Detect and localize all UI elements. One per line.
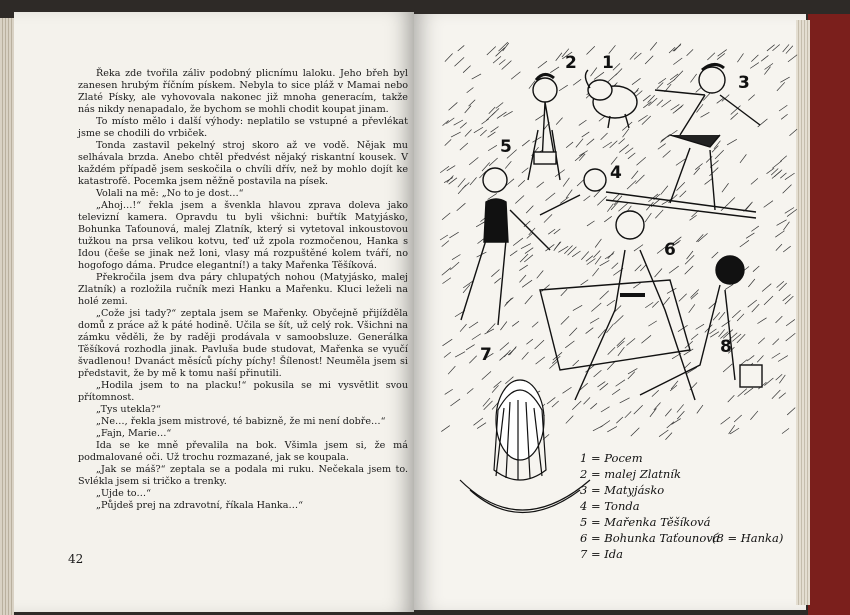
figure-number: 1: [602, 53, 614, 73]
girl-sitting-figure: [461, 168, 550, 325]
paragraph: „Jak se máš?“ zeptala se a podala mi ruku. Nečekala jsem to. Svlékla jsem si tričko a trenky.: [78, 464, 408, 487]
standing-boy-figure: [528, 74, 560, 180]
figure-number: 4: [610, 163, 622, 183]
paragraph: „Půjdeš prej na zdravotní, říkala Hanka…“: [96, 500, 303, 511]
paragraph: „Fajn, Marie…“: [96, 428, 172, 439]
paragraph: „Ne…, řekla jsem mistrové, té babizně, že mi není dobře…“: [96, 416, 386, 427]
beach-illustration: [420, 40, 800, 560]
book-cover-edge: [808, 14, 850, 615]
legend-item: 1 = Pocem: [580, 451, 643, 465]
legend-item: 5 = Mařenka Těšíková: [580, 515, 711, 529]
paragraph: Ida se ke mně převalila na bok. Všimla jsem si, že má podmalované oči. Už trochu rozmazané, jak se koupala.: [78, 440, 408, 463]
paragraph: Volali na mě: „No to je dost…“: [96, 188, 244, 199]
body-text: [78, 68, 408, 512]
page-number: 42: [68, 552, 84, 566]
figure-number: 8: [720, 337, 732, 357]
kneeling-woman-figure: [640, 256, 762, 395]
long-hair-girl-figure: [460, 380, 590, 513]
figure-number: 7: [480, 345, 492, 365]
paragraph: Tonda zastavil pekelný stroj skoro až ve vodě. Nějak mu selhávala brzda. Anebo chtěl předvést nějaký riskantní kousek. V každém případě jsem seskočila o chvíli dřív, než by mohlo dojít ke katastrofě. Pocemka jsem něžně postavila na písek.: [78, 140, 408, 187]
left-page: [14, 12, 414, 612]
lying-man-figure: [540, 169, 756, 218]
paragraph: „Ujde to…“: [96, 488, 152, 499]
figure-number: 2: [565, 53, 577, 73]
legend-item: 2 = malej Zlatník: [580, 467, 681, 481]
page-stack-left: [0, 18, 14, 615]
legend-item: 4 = Tonda: [580, 499, 640, 513]
paragraph: „Cože jsi tady?“ zeptala jsem se Mařenky. Obyčejně přijížděla domů z práce až k páté hodině. Učila se šít, už celý rok. Všichni na zámku věděli, že by raději prodávala v samoobsluze. Generálka Těšíková rozhodla jinak. Pavluša bude studovat, Mařenka se vyučí švadlenou! Dvanáct měsíců píchy píchy! Šílenost! Neuměla jsem si představit, že by mě k tomu naší přinutili.: [78, 308, 408, 379]
figure-number: 6: [664, 240, 676, 260]
paragraph: „Hodila jsem to na placku!“ pokusila se mi vysvětlit svou přítomnost.: [78, 380, 408, 403]
paragraph: Řeka zde tvořila záliv podobný plicnímu laloku. Jeho břeh byl zanesen hrubým říčním pískem. Nebyla to sice pláž v Mamai nebo Zlaté Písky, ale vyhovovala nakonec již mnoha generacím, takže nás nikdy nenapadalo, že bychom se mohli chodit koupat jinam.: [78, 68, 408, 115]
legend-item: 7 = Ida: [580, 547, 624, 560]
figure-number: 5: [500, 137, 512, 157]
figure-number: 3: [738, 73, 750, 93]
legend-aside: (8 = Hanka): [712, 531, 784, 545]
paragraph: „Tys utekla?“: [96, 404, 161, 415]
legend-item: 3 = Matyjásko: [580, 483, 665, 497]
legend-item: 6 = Bohunka Taťounová: [580, 531, 720, 545]
paragraph: Překročila jsem dva páry chlupatých nohou (Matyjásko, malej Zlatník) a rozložila ručník mezi Hanku a Mařenku. Kluci leželi na holé zemi.: [78, 272, 408, 307]
paragraph: To místo mělo i další výhody: neplatilo se vstupné a převlékat jsme se chodili do vrbiček.: [78, 116, 408, 139]
paragraph: „Ahoj…!“ řekla jsem a švenkla hlavou zprava doleva jako televizní kamera. Opravdu tu byli všichni: buřtík Matyjásko, Bohunka Taťounová, malej Zlatník, který si vytetoval inkoustovou tužkou na prsa velikou kotvu, teď už zpola rozmočenou, Hanka s Idou (češe se jinak než loni, vlasy má rozpuštěné kolem tváří, no hogofogo dáma. Prudce elegantní!) a taky Mařenka Těšíková.: [78, 200, 408, 271]
